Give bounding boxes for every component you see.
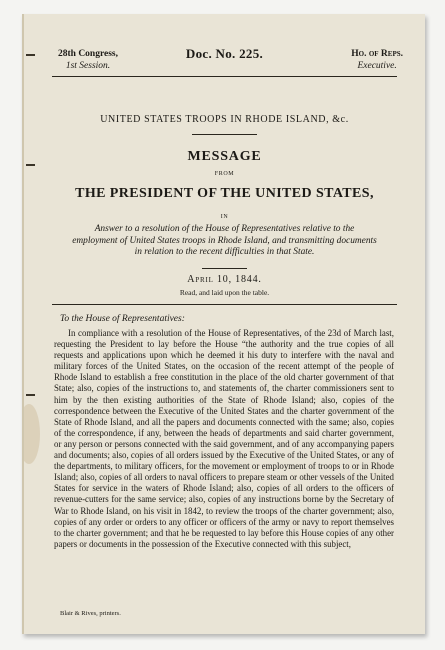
title-rule [192,134,257,135]
document-title: UNITED STATES TROOPS IN RHODE ISLAND, &c. [100,114,349,125]
congress-label: 28th Congress, [58,49,118,59]
answer-description: Answer to a resolution of the House of Representatives relative to the employment of United States troops in Rhode Island, and transmitting documents in relation to the recent difficulties in that State. [72,224,377,257]
house-label: Ho. of Reps. [351,49,403,59]
salutation: To the House of Representatives: [60,314,185,324]
printer-credit: Blair & Rives, printers. [60,610,121,617]
date: April 10, 1844. [187,274,262,285]
paper-stain [22,404,40,464]
date-rule [202,268,247,269]
header-rule [52,76,397,77]
body-rule [52,304,397,305]
read-note: Read, and laid upon the table. [179,288,270,297]
session-label: 1st Session. [65,61,111,71]
from-label: FROM [214,171,235,177]
document-page [22,14,425,634]
message-body: In compliance with a resolution of the House of Representatives, of the 23d of March last, requesting the President to lay before the House “the authority and the true copies of all requests and applications upon which he deemed it his duty to interfere with the naval and military forces of the United States, on the occasion of the recent attempt of the people of Rhode Island to establish a free constitution in the place of the old charter government of that State; also, copies of the instructions to, and statements of, the charter commissioners sent to him by the then existing authorities of the State of Rhode Island; also, copies of the correspondence between the Executive of the United States and the charter government of the State of Rhode Island, and all the papers and documents connected with the same; also, copies of the correspondence, if any, between the heads of departments and said charter government, or any person or persons connected with the said government, and of any accompanying papers and documents; also, copies of all orders issued by the Executive of the United States, or any of the departments, to military officers, for the movement or employment of troops to or in Rhode Island; also, copies of all orders to naval officers to prepare steam or other vessels of the United States for service in the waters of Rhode Island; also, copies of all orders to the officers of revenue-cutters for the same service; also, copies of any instructions borne by the Secretary of War to Rhode Island, on his visit in 1842, to review the troops of the charter government; also, copies of any order or orders to any officer or officers of the army or navy to report themselves to the charter government; and that he be requested to lay before this House copies of any other papers or documents in the possession of the Executive connected with this subject, [54,328,394,549]
doc-number: Doc. No. 225. [185,46,264,61]
president-heading: THE PRESIDENT OF THE UNITED STATES, [75,186,374,201]
in-label: IN [220,214,229,220]
binding-stitch [26,394,35,396]
house-executive [351,48,403,72]
message-heading: MESSAGE [187,149,262,164]
executive-label: Executive. [357,61,397,71]
